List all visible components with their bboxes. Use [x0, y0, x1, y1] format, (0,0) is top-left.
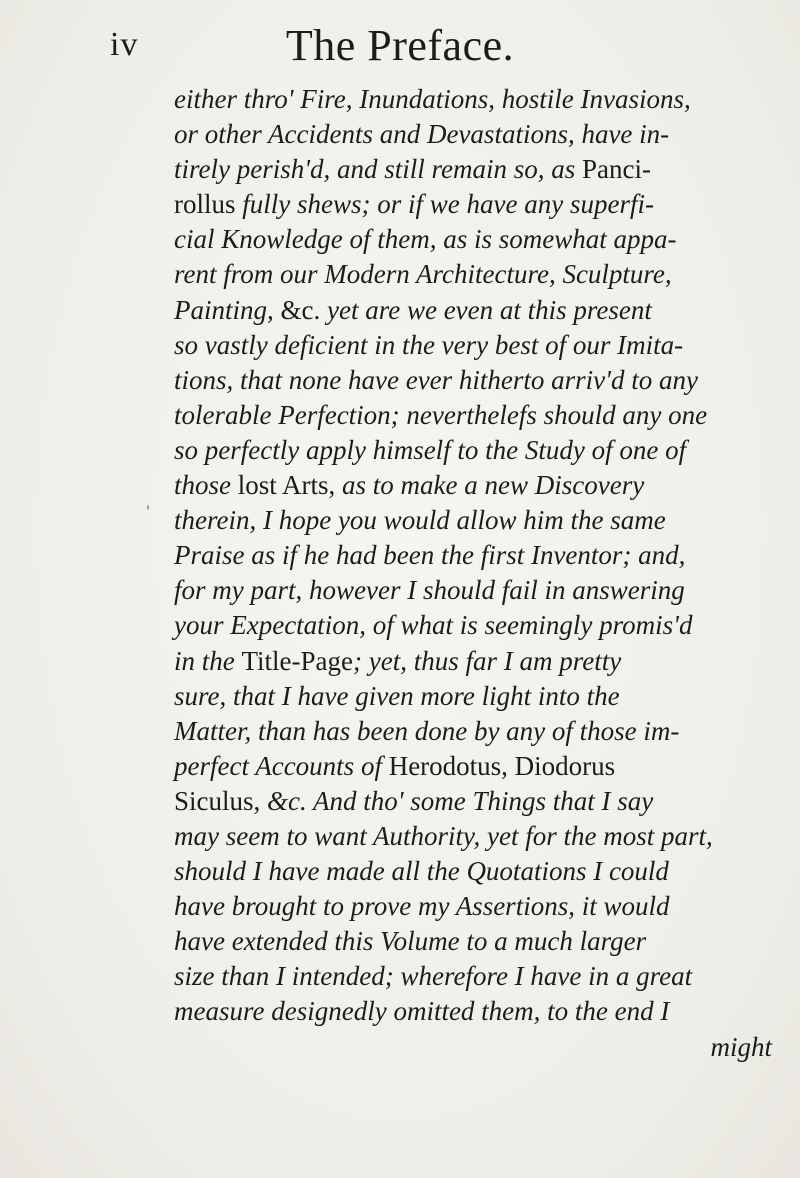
text-segment: tirely perish'd, and still remain so, as: [174, 154, 583, 185]
text-line: [174, 433, 794, 468]
text-segment: have brought to prove my Assertions, it would: [174, 891, 670, 922]
text-segment: cial Knowledge of them, as is somewhat appa-: [174, 224, 677, 255]
text-segment: tolerable Perfection; neverthelefs should any one: [174, 399, 708, 430]
text-segment: &c. And tho' some Things that I say: [260, 785, 654, 816]
text-line: [174, 994, 794, 1029]
text-line: [174, 1030, 794, 1065]
text-segment: Painting,: [174, 294, 281, 325]
text-line: [174, 854, 794, 889]
text-segment: rollus: [174, 189, 236, 220]
text-segment: tions, that none have ever hitherto arriv'd to any: [174, 364, 698, 395]
text-line: [174, 714, 794, 749]
text-line: [174, 152, 794, 187]
text-line: [174, 293, 794, 328]
text-line: [174, 644, 794, 679]
text-segment: Matter, than has been done by any of those im-: [174, 715, 680, 746]
text-segment: or other Accidents and Devastations, have in-: [174, 119, 670, 150]
text-line: [174, 538, 794, 573]
text-line: [174, 749, 794, 784]
text-segment: should I have made all the Quotations I could: [174, 856, 669, 887]
text-segment: those: [174, 470, 238, 501]
text-segment: sure, that I have given more light into the: [174, 680, 620, 711]
text-line: [174, 328, 794, 363]
text-segment: for my part, however I should fail in answering: [174, 575, 685, 606]
running-title: The Preface.: [285, 21, 515, 70]
text-line: [174, 819, 794, 854]
text-segment: therein, I hope you would allow him the same: [174, 505, 666, 536]
text-segment: fully shews; or if we have any superfi-: [235, 189, 654, 220]
text-segment: lost Arts,: [237, 470, 336, 501]
text-line: [174, 398, 794, 433]
text-segment: yet are we even at this present: [320, 294, 652, 325]
text-line: [174, 573, 794, 608]
text-line: [174, 679, 794, 714]
text-line: [174, 187, 794, 222]
text-segment: Title-Page: [241, 645, 354, 676]
text-line: [174, 363, 794, 398]
text-line: [174, 257, 794, 292]
text-segment: either thro' Fire, Inundations, hostile Invasions,: [174, 84, 691, 114]
text-segment: have extended this Volume to a much larger: [174, 926, 647, 957]
text-segment: so vastly deficient in the very best of our Imita-: [174, 329, 684, 360]
text-segment: Praise as if he had been the first Inventor; and,: [174, 540, 686, 571]
text-line: [174, 503, 794, 538]
text-segment: so perfectly apply himself to the Study of one of: [174, 434, 687, 465]
text-segment: your Expectation, of what is seemingly promis'd: [174, 610, 693, 641]
text-segment: Herodotus, Diodorus: [388, 750, 616, 781]
text-segment: perfect Accounts of: [174, 750, 389, 781]
text-segment: ; yet, thus far I am pretty: [353, 645, 622, 676]
text-line: [174, 959, 794, 994]
text-line: [174, 468, 794, 503]
text-line: [174, 608, 794, 643]
text-segment: might: [710, 1031, 772, 1062]
text-line: [174, 117, 794, 152]
text-segment: measure designedly omitted them, to the end I: [174, 996, 670, 1027]
margin-mark: ': [146, 504, 150, 520]
text-line: [174, 889, 794, 924]
body-text: [174, 82, 794, 1065]
text-segment: rent from our Modern Architecture, Sculpture,: [174, 259, 672, 290]
text-segment: Panci-: [582, 154, 652, 185]
text-segment: Siculus,: [174, 785, 261, 816]
text-line: [174, 924, 794, 959]
text-segment: may seem to want Authority, yet for the most part,: [174, 820, 713, 851]
text-segment: size than I intended; wherefore I have in a great: [174, 961, 693, 992]
page-number: iv: [110, 26, 139, 63]
text-segment: &c.: [280, 294, 321, 325]
text-line: [174, 784, 794, 819]
text-line: [174, 82, 794, 117]
text-segment: as to make a new Discovery: [335, 470, 645, 501]
text-segment: in the: [174, 645, 242, 676]
text-line: [174, 222, 794, 257]
